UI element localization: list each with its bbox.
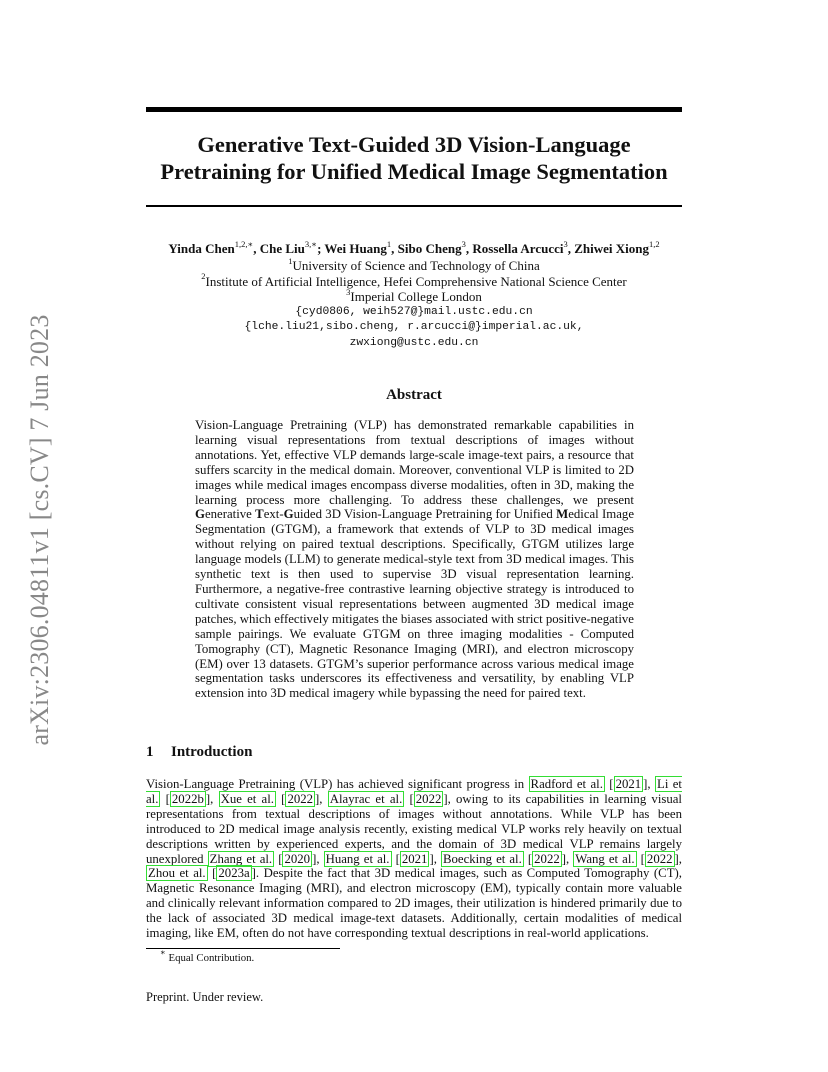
author: Wei Huang [324, 241, 387, 256]
intro-text: ], [643, 777, 655, 791]
abstract-bold: G [283, 507, 294, 522]
abstract-text: enerative [204, 507, 256, 522]
intro-text: [ [523, 851, 533, 866]
abstract-bold: M [556, 507, 569, 522]
author: Yinda Chen [168, 241, 235, 256]
footnote [160, 947, 255, 964]
citation-link[interactable]: 2022 [287, 791, 314, 806]
citation-link[interactable]: Xue et al. [220, 791, 274, 806]
section-heading-introduction [146, 744, 252, 761]
email-line: {cyd0806, weih527@}mail.ustc.edu.cn [295, 305, 533, 318]
email-line: {lche.liu21,sibo.cheng, r.arcucci@}imperial.ac.uk, [244, 321, 584, 333]
citation-link[interactable]: Boecking et al. [442, 851, 522, 866]
affiliation-sup: 1 [288, 255, 293, 266]
title-line-1: Generative Text-Guided 3D Vision-Language [197, 132, 631, 157]
preprint-notice: Preprint. Under review. [146, 990, 264, 1004]
author-sup: 3,∗ [304, 238, 318, 249]
intro-text: [ [160, 791, 170, 806]
affiliation-text: University of Science and Technology of China [292, 258, 540, 273]
citation-link[interactable]: 2020 [284, 851, 311, 866]
affiliation-text: Institute of Artificial Intelligence, Hefei Comprehensive National Science Center [205, 273, 627, 289]
introduction-body [146, 777, 682, 941]
abstract-text: ext- [263, 507, 284, 522]
intro-text: [ [391, 851, 400, 866]
intro-text: ], [561, 851, 574, 866]
intro-text: ], [315, 791, 328, 806]
affiliation-sup: 2 [201, 271, 206, 282]
intro-text: ], owing to its capabilities in learning visual representations from textual descriptions of images without annotations. While VLP has been introduced to 2D medical image analysis recently, existing medical VLP works rely heavily on textual descriptions written by experienced experts, and the domain of 3D medical VLP remains largely unexplored [146, 791, 682, 866]
citation-link[interactable]: Radford et al. [530, 777, 603, 791]
author-sup: 1,2 [649, 238, 660, 249]
affiliation-text: Imperial College London [350, 289, 482, 304]
author-sup: 3 [461, 238, 466, 249]
footnote-rule [146, 948, 340, 949]
abstract-text: Vision-Language Pretraining (VLP) has demonstrated remarkable capabilities in learning visual representations from textual descriptions of images without annotations. Yet, effective VLP demands large-scale image-text pairs, a resource that suffers scarcity in the medical domain. Moreover, conventional VLP is limited to 2D images while medical images encompass diverse modalities, often in 3D, making the learning process more challenging. To address these challenges, we present [195, 418, 634, 507]
author: Sibo Cheng [397, 241, 462, 256]
abstract-text: edical Image Segmentation (GTGM), a framework that extends of VLP to 3D medical images without relying on paired textual descriptions. Specifically, GTGM utilizes large language models (LLM) to generate medical-style text from 3D medical images. This synthetic text is then used to supervise 3D visual representation learning. Furthermore, a negative-free contrastive learning objective strategy is introduced to cultivate consistent visual representations between augmented 3D medical image patches, which effectively mitigates the biases associated with strict positive-negative sample pairings. We evaluate GTGM on three imaging modalities - Computed Tomography (CT), Magnetic Resonance Imaging (MRI), and electron microscopy (EM) over 13 datasets. GTGM’s superior performance across various medical image segmentation tasks underscores its effectiveness and versatility, by enabling VLP extension into 3D medical imagery while bypassing the need for paired text. [195, 507, 634, 701]
citation-link[interactable]: Wang et al. [575, 851, 635, 866]
affiliation [100, 271, 728, 290]
abstract-text: uided 3D Vision-Language Pretraining for Unified [293, 507, 557, 522]
intro-text: [ [275, 791, 286, 806]
affiliation [100, 255, 728, 274]
footnote-text: Equal Contribution. [168, 952, 255, 964]
intro-text: [ [274, 851, 283, 866]
citation-link[interactable]: 2022b [171, 791, 204, 806]
section-title: Introduction [171, 744, 253, 760]
intro-text: ], [312, 851, 324, 866]
intro-text: [ [207, 866, 217, 881]
citation-link[interactable]: Alayrac et al. [329, 791, 403, 806]
intro-text: [ [404, 791, 414, 806]
intro-text: Vision-Language Pretraining (VLP) has achieved significant progress in [146, 777, 529, 791]
author-sup: 1,2,∗ [234, 238, 254, 249]
citation-link[interactable]: Zhou et al. [148, 866, 206, 881]
footnote-mark: ∗ [160, 947, 166, 958]
title-bottom-rule [146, 205, 682, 207]
affiliations [100, 255, 728, 351]
intro-text: ], [205, 791, 219, 806]
author-sep: , [465, 241, 473, 256]
author-sep: ; [317, 241, 325, 256]
author-sep: , [253, 241, 260, 256]
affiliation [100, 286, 728, 305]
abstract-bold: T [255, 507, 264, 522]
citation-link[interactable]: Huang et al. [325, 851, 390, 866]
author-sep: , [391, 241, 398, 256]
author-sup: 3 [563, 238, 568, 249]
abstract-bold: G [195, 507, 205, 522]
abstract-heading: Abstract [386, 387, 442, 403]
citation-link[interactable]: 2022 [415, 791, 442, 806]
intro-text: [ [636, 851, 645, 866]
title-top-rule [146, 107, 682, 112]
author: Zhiwei Xiong [574, 241, 649, 256]
abstract-body [195, 418, 634, 701]
section-number: 1 [146, 744, 154, 760]
title-line-2: Pretraining for Unified Medical Image Segmentation [160, 159, 668, 184]
intro-text: ]. Despite the fact that 3D medical images, such as Computed Tomography (CT), Magnetic Resonance Imaging (MRI), and electron microscopy (EM), typically contain more valuable and clinically relevant information compared to 2D images, their utilization is hindered primarily due to the lack of associated 3D medical image-text datasets. Additionally, certain modalities of medical imaging, like EM, often do not have corresponding textual descriptions in real-world applications. [146, 866, 682, 941]
citation-link[interactable]: 2022 [646, 851, 673, 866]
intro-text: ], [429, 851, 441, 866]
author-sep: , [567, 241, 575, 256]
citation-link[interactable]: 2022 [534, 851, 560, 866]
email-line: zwxiong@ustc.edu.cn [349, 336, 479, 349]
author: Che Liu [259, 241, 305, 256]
author-sup: 1 [386, 238, 392, 249]
citation-link[interactable]: Li et al. [146, 777, 682, 806]
arxiv-id[interactable]: arXiv:2306.04811v1 [cs.CV] 7 Jun 2023 [25, 314, 54, 746]
citation-link[interactable]: 2021 [401, 851, 428, 866]
citation-link[interactable]: 2023a [218, 866, 250, 881]
citation-link[interactable]: 2021 [615, 777, 642, 791]
intro-text: ], [674, 851, 682, 866]
paper-title [146, 131, 682, 185]
author: Rossella Arcucci [472, 241, 564, 256]
citation-link[interactable]: Zhang et al. [209, 851, 273, 866]
intro-text: [ [604, 777, 614, 791]
affiliation-sup: 3 [346, 286, 351, 297]
author-list [100, 238, 728, 257]
